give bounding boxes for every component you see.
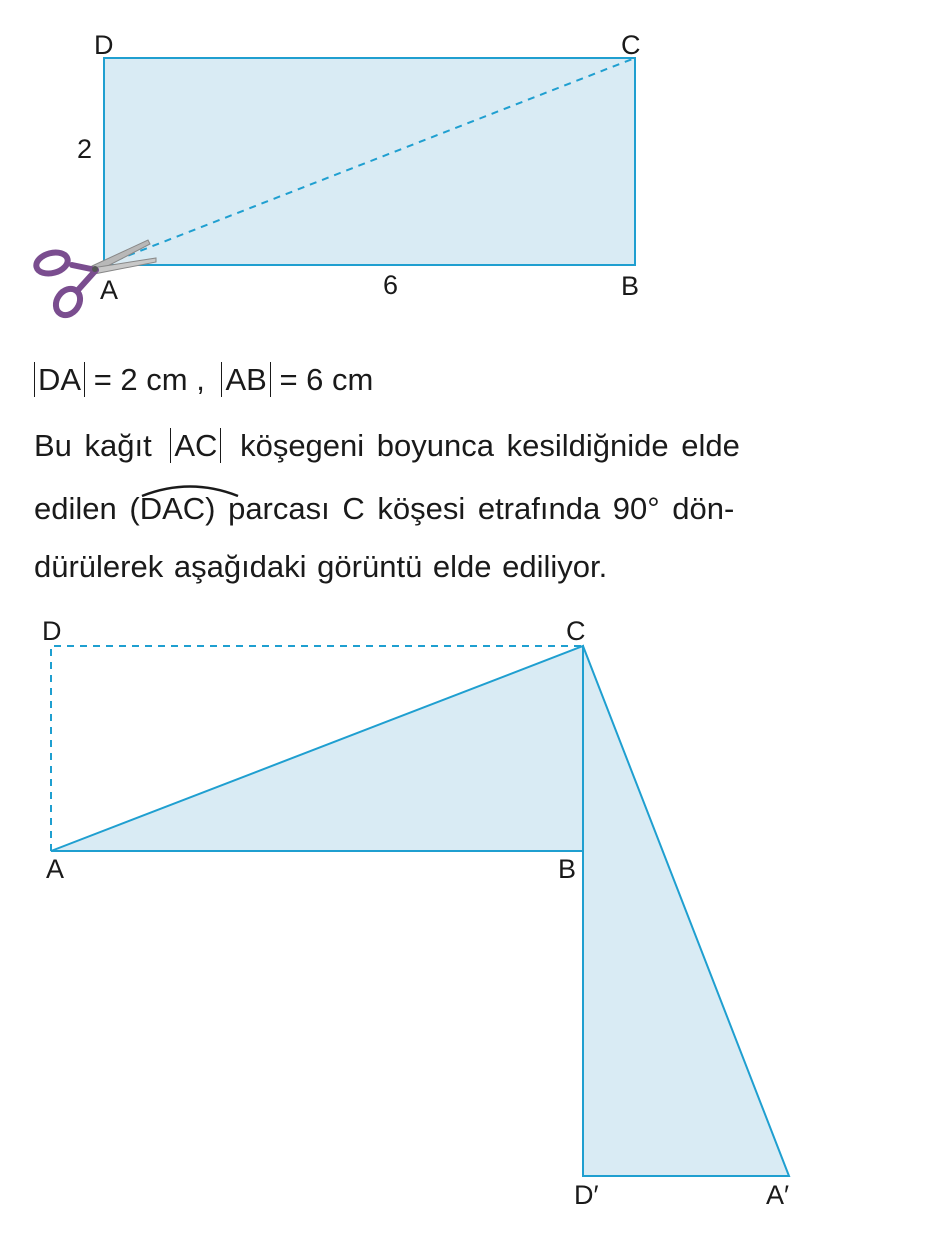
rotated-triangle bbox=[583, 646, 789, 1176]
paragraph-line-1 bbox=[34, 428, 740, 463]
label-d-prime: D′ bbox=[574, 1180, 599, 1210]
label-d: D bbox=[94, 30, 114, 60]
arc-dac bbox=[140, 493, 205, 524]
da-value: = 2 cm , bbox=[93, 362, 205, 397]
label-d2: D bbox=[42, 616, 62, 646]
arc-dac-text: DAC bbox=[139, 491, 206, 526]
label-b: B bbox=[621, 271, 640, 301]
line1-end: köşegeni boyunca kesildiğnide elde bbox=[240, 428, 740, 463]
label-a-prime: A′ bbox=[766, 1180, 790, 1210]
abs-ac: AC bbox=[170, 428, 221, 463]
label-a2: A bbox=[46, 854, 65, 884]
arc-hat-icon bbox=[140, 483, 240, 497]
triangle-abc bbox=[51, 646, 583, 851]
label-c: C bbox=[621, 30, 641, 60]
abs-ab: AB bbox=[221, 362, 270, 397]
line1-start: Bu kağıt bbox=[34, 428, 152, 463]
label-side-da: 2 bbox=[77, 134, 93, 164]
line2-end: ) parcası C köşesi etrafında 90° dön- bbox=[205, 491, 735, 526]
line2-start: edilen ( bbox=[34, 491, 140, 526]
label-b2: B bbox=[558, 854, 577, 884]
abs-da: DA bbox=[34, 362, 85, 397]
paragraph-line-3: dürülerek aşağıdaki görüntü elde ediliyor. bbox=[34, 549, 608, 584]
label-side-ab: 6 bbox=[383, 270, 399, 300]
paragraph-line-2 bbox=[34, 493, 734, 524]
label-c2: C bbox=[566, 616, 586, 646]
ab-value: = 6 cm bbox=[279, 362, 374, 397]
given-lengths bbox=[34, 362, 373, 397]
label-a: A bbox=[100, 275, 119, 305]
